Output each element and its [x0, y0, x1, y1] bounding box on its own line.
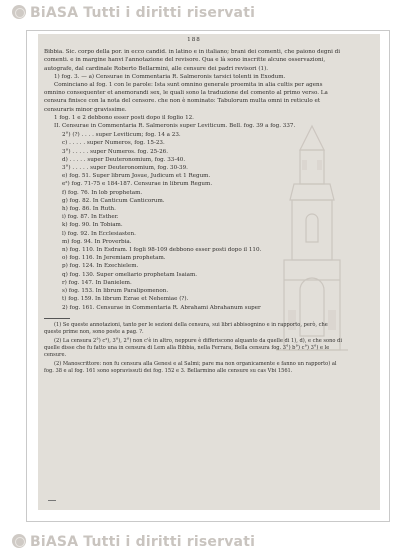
page-text: [44, 36, 344, 377]
censure-list: [44, 131, 344, 311]
footnote: (2) La censura 2°) c²), 3°), 2°) non c'è in altro, neppure è differiscono alquanto da quelle di 1), d), e che sono di quelle disse che fu fatto una in censura di Lem alla Bibbia, nella Ferrara, Bella censura fog. 3°) b°) c°) 3°) e le censure.: [44, 337, 342, 359]
paragraph-section-2: II. Censurae in Commentaria R. Salmeronis super Leviticum. Bell. fog. 39 a fog. 337.: [54, 123, 296, 130]
list-item: 3°) . . . . . super Deuteronomium, fog. 30-39.: [62, 165, 188, 172]
footnote: (2) Manoscrittore: non fu censura alla Genesi e al Salmi; pare ma non organicamente e fanno un rapporto) al fog. 38 e al fog. 161 sono sopravissuti dei fog. 152 e 3. Bellarmino alle censure su cas Vbi 1561.: [44, 360, 337, 375]
list-item: i) fog. 87. In Esther.: [62, 214, 119, 221]
footnote: (1) Se queste annotazioni, tanto per le sezioni della censura, sui libri abbisognino e in rapporto, però, che queste prime non, sono poste a pag. ?.: [44, 321, 328, 336]
list-item: f) fog. 76. In lob prophetam.: [62, 189, 143, 196]
list-item: o) fog. 116. In Jeremiam prophetam.: [62, 255, 166, 262]
list-item: s) fog. 153. In librum Paralipomenon.: [62, 288, 169, 295]
paragraph-note: 1 fog. 1 e 2 debbono esser posti dopo il foglio 12.: [54, 114, 194, 121]
footnote-divider: [44, 318, 70, 319]
library-logo-icon: [12, 5, 26, 19]
paragraph-intro: Bibbia. Sic. corpo della por. in ecco candid. in latino e in italiano; brani dei comenti, che paiono degni di comenti. e in margine hanvi l'annotazione del revisore. Qua e là sono inscritte alcune osservazioni, autografe, dal cardinale Roberto Bellarmini, alle censure dei padri revisori (1).: [44, 49, 341, 72]
margin-mark: [48, 500, 56, 501]
list-item: g) fog. 82. In Canticum Canticorum.: [62, 197, 165, 204]
watermark-top: [12, 5, 255, 21]
list-item: r) fog. 147. In Danielem.: [62, 279, 132, 286]
library-logo-icon: [12, 534, 26, 548]
list-item: e²) fog. 71-75 e 184-187. Censurae in librum Regum.: [62, 181, 213, 188]
list-item: 3°) . . . . . super Numeros. fog. 25-26.: [62, 148, 168, 155]
list-item: m) fog. 94. In Proverbia.: [62, 238, 132, 245]
paragraph-incipit: Cominciano al fog. 1 con le parole: Ista sunt omnino generale proemita in alia cultis per agens omnino consequenter et anemorandi sex, le quali sono la traduzione del comento al primo verso. La censura finisce con la nota del censore. che non è nominato: Tabulorum multa omni in reticulo et censuraris minor gravissime.: [44, 82, 328, 113]
list-item: k) fog. 90. In Tobiam.: [62, 222, 123, 229]
list-item: d) . . . . . super Deuteronomium, fog. 33-40.: [62, 156, 186, 163]
list-item: c) . . . . . super Numeros, fog. 15-23.: [62, 140, 165, 147]
list-item: q) fog. 130. Super omeliario prophetam Isaiam.: [62, 271, 198, 278]
list-item: l) fog. 92. In Ecclesiasten.: [62, 230, 136, 237]
watermark-bottom-text: BiASA Tutti i diritti riservati: [30, 534, 256, 550]
list-item: t) fog. 159. In librum Ezrae et Nehemiae (?).: [62, 296, 189, 303]
list-item: 2°) (?) . . . . super Leviticum; fog. 14 a 23.: [62, 132, 181, 139]
paragraph-section-1: 1) fog. 3. — a) Censurae in Commentaria R. Salmeronis tarsici tolenti in Exodum.: [54, 73, 286, 80]
list-item: 2) fog. 161. Censurae in Commentaria R. Abrahami Abrahanum super: [62, 304, 261, 311]
watermark-bottom: [12, 534, 255, 550]
watermark-top-text: BiASA Tutti i diritti riservati: [30, 5, 256, 21]
list-item: p) fog. 124. In Ezechielem.: [62, 263, 139, 270]
list-item: n) fog. 110. In Esdram. I fogli 98-109 debbono esser posti dopo il 110.: [62, 247, 262, 254]
list-item: h) fog. 86. In Ruth.: [62, 206, 116, 213]
page-number: 188: [187, 37, 201, 43]
list-item: e) fog. 51. Super librum Josue, Judicum et 1 Regum.: [62, 173, 211, 180]
